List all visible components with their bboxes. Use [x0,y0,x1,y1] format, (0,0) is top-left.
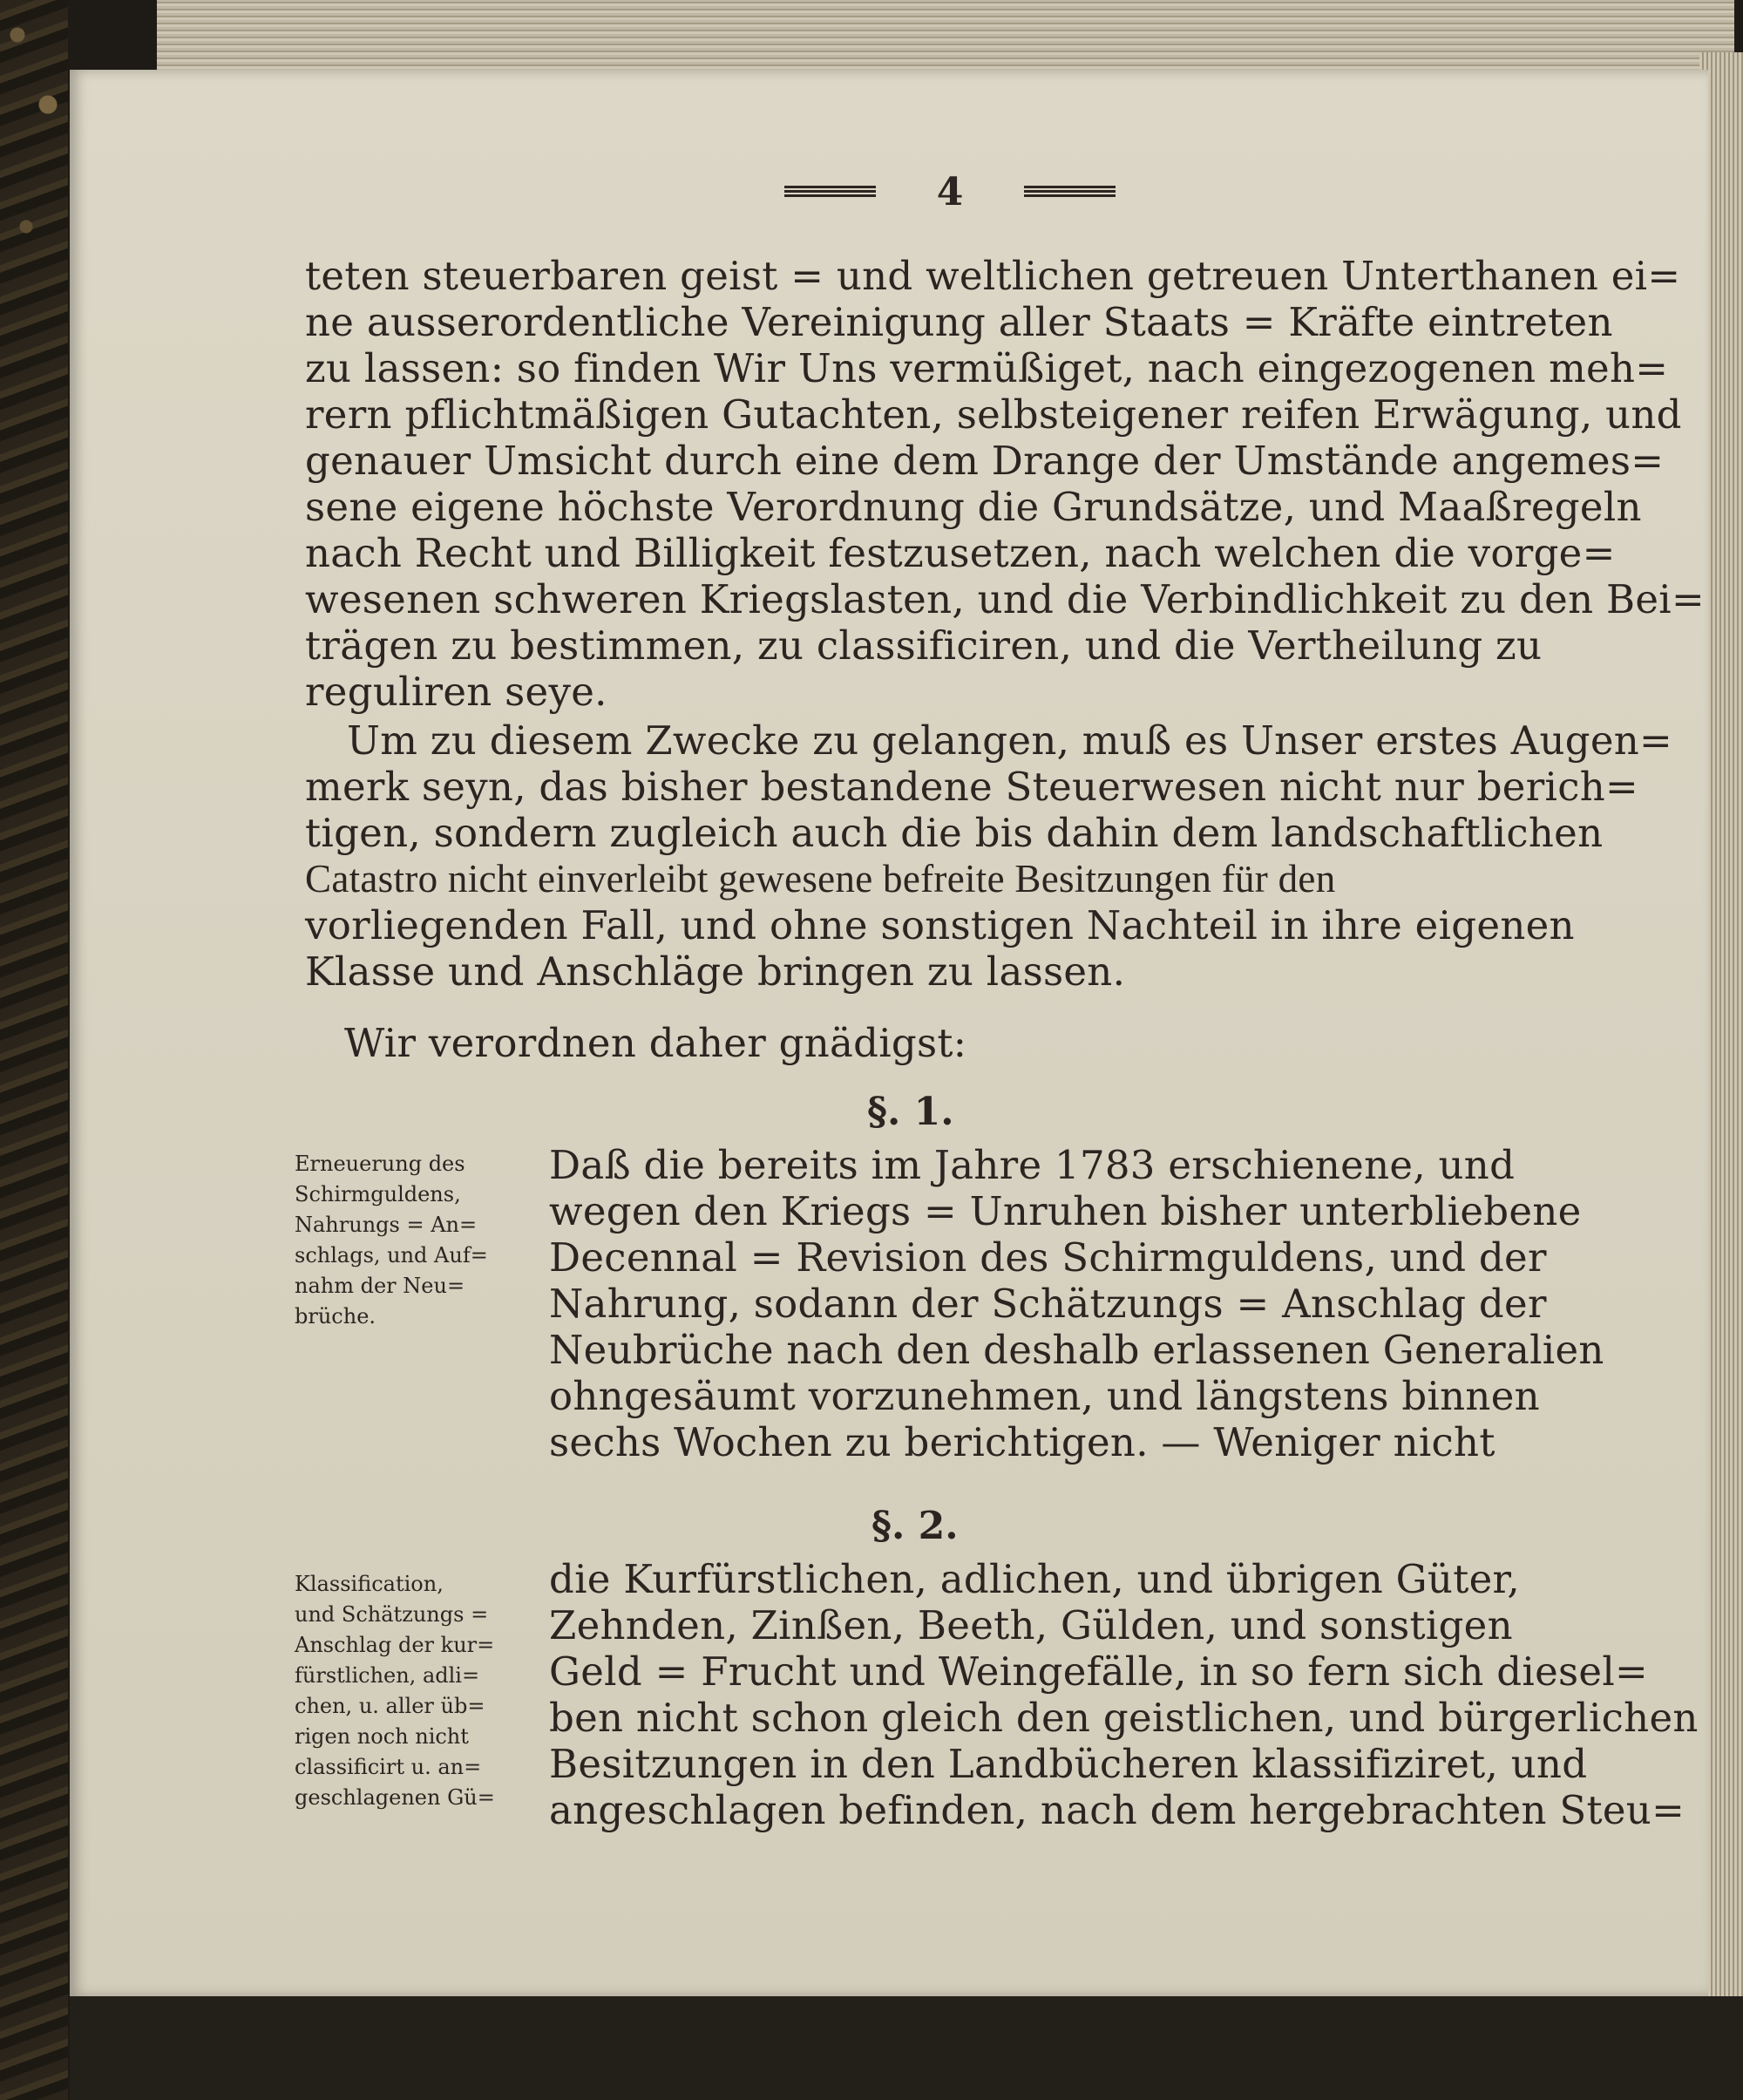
text-line: ben nicht schon gleich den geistlichen, und bürgerlichen [549,1695,1699,1741]
text-line: Zehnden, Zinßen, Beeth, Gülden, und sonstigen [549,1602,1513,1648]
page-header [784,170,1116,214]
text-line: Decennal = Revision des Schirmguldens, und der [549,1234,1547,1281]
text-line: ohngesäumt vorzunehmen, und längstens binnen [549,1373,1540,1419]
text-line: ne ausserordentliche Vereinigung aller Staats = Kräfte eintreten [305,299,1613,345]
background-bottom [70,1996,1743,2100]
text-line: wegen den Kriegs = Unruhen bisher unterbliebene [549,1188,1582,1234]
text-line: rern pflichtmäßigen Gutachten, selbsteigener reifen Erwägung, und [305,391,1682,438]
text-line: angeschlagen befinden, nach dem hergebrachten Steu= [549,1787,1685,1833]
text-line: teten steuerbaren geist = und weltlichen getreuen Unterthanen ei= [305,253,1681,299]
text-line: zu lassen: so finden Wir Uns vermüßiget, nach eingezogenen meh= [305,345,1669,391]
margin-note-line: und Schätzungs = [295,1602,489,1627]
text-line: die Kurfürstlichen, adlichen, und übrigen Güter, [549,1556,1520,1602]
margin-note-line: classificirt u. an= [295,1755,482,1779]
margin-note-line: Nahrungs = An= [295,1213,478,1237]
margin-note-line: Anschlag der kur= [295,1633,495,1657]
text-line: reguliren seye. [305,669,607,715]
margin-note-line: Schirmguldens, [295,1182,461,1206]
text-line: Klasse und Anschläge bringen zu lassen. [305,948,1126,995]
text-line: sene eigene höchste Verordnung die Grundsätze, und Maaßregeln [305,484,1642,530]
section-2-text [549,1556,1699,1833]
text-line: Neubrüche nach den deshalb erlassenen Generalien [549,1327,1604,1373]
text-line: Daß die bereits im Jahre 1783 erschienene, und [549,1142,1516,1188]
margin-note-line: Klassification, [295,1572,444,1596]
margin-note-line: chen, u. aller üb= [295,1694,485,1718]
margin-note-line: schlags, und Auf= [295,1243,488,1267]
text-line: wesenen schweren Kriegslasten, und die Verbindlichkeit zu den Bei= [305,576,1705,622]
section-mark-1: §. 1. [867,1090,954,1134]
text-line: Um zu diesem Zwecke zu gelangen, muß es Unser erstes Augen= [347,717,1673,764]
margin-note-line: brüche. [295,1304,376,1329]
margin-note-line: rigen noch nicht [295,1724,469,1749]
text-line: Nahrung, sodann der Schätzungs = Anschlag der [549,1281,1547,1327]
page-number: 4 [936,170,964,214]
text-line: tigen, sondern zugleich auch die bis dahin dem landschaftlichen [305,810,1604,856]
paragraph-2 [305,717,1672,995]
text-line: genauer Umsicht durch eine dem Drange der Umstände angemes= [305,438,1665,484]
header-rule-right [1024,185,1116,197]
book-cover-marbled [0,0,68,2100]
text-line: Besitzungen in den Landbücheren klassifiziret, und [549,1741,1588,1787]
text-line: nach Recht und Billigkeit festzusetzen, nach welchen die vorge= [305,530,1616,576]
text-line: Catastro nicht einverleibt gewesene befreite Besitzungen für den [305,857,1336,900]
paragraph-1 [305,253,1705,715]
section-1-text [549,1142,1604,1465]
text-line: merk seyn, das bisher bestandene Steuerwesen nicht nur berich= [305,764,1639,810]
margin-note-1 [295,1149,488,1332]
section-mark-2: §. 2. [872,1504,959,1548]
text-line: vorliegenden Fall, und ohne sonstigen Nachteil in ihre eigenen [305,902,1575,948]
margin-note-line: geschlagenen Gü= [295,1785,495,1810]
text-line: trägen zu bestimmen, zu classificiren, und die Vertheilung zu [305,622,1543,669]
margin-note-line: fürstlichen, adli= [295,1663,480,1688]
paragraph-3: Wir verordnen daher gnädigst: [344,1020,967,1066]
margin-note-line: nahm der Neu= [295,1274,465,1298]
text-line: Geld = Frucht und Weingefälle, in so fern sich diesel= [549,1648,1649,1695]
text-line: sechs Wochen zu berichtigen. — Weniger nicht [549,1419,1495,1465]
margin-note-line: Erneuerung des [295,1152,465,1176]
margin-note-2 [295,1569,495,1813]
